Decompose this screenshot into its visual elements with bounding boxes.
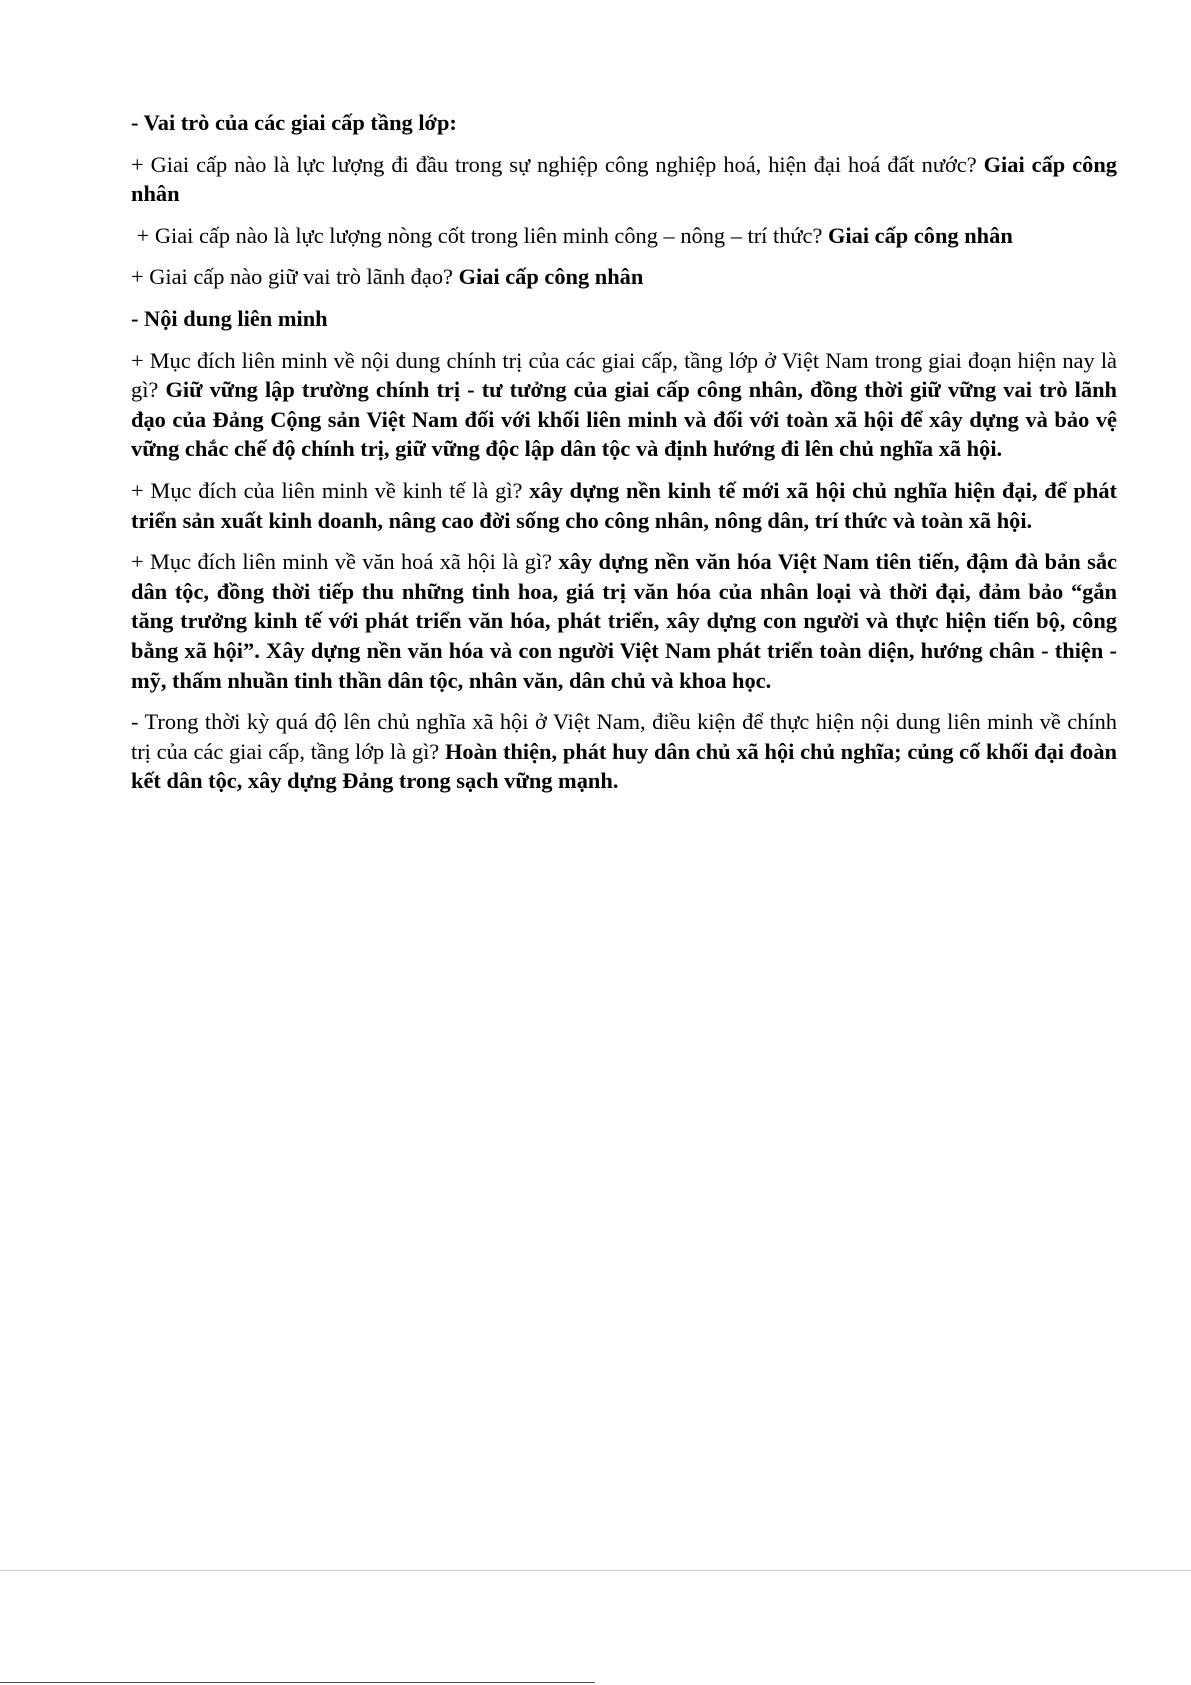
answer-text: Giai cấp công nhân — [458, 264, 644, 290]
answer-text: Hoàn thiện, phát huy dân chủ xã hội chủ nghĩa; củng cố khối đại đoàn kết dân tộc, xây dựng Đảng trong sạch vững mạnh. — [131, 738, 1117, 794]
qa-item — [131, 346, 1117, 464]
section-heading-alliance-content: - Nội dung liên minh — [131, 305, 328, 331]
question-text: + Mục đích liên minh về nội dung chính trị của các giai cấp, tầng lớp ở Việt Nam trong giai đoạn hiện nay là gì? — [131, 347, 1117, 403]
bottom-divider — [0, 1682, 595, 1683]
answer-text: Giữ vững lập trường chính trị - tư tưởng của giai cấp công nhân, đồng thời giữ vững vai trò lãnh đạo của Đảng Cộng sản Việt Nam đối với khối liên minh và đối với toàn xã hội để xây dựng và bảo vệ vững chắc chế độ chính trị, giữ vững độc lập dân tộc và định hướng đi lên chủ nghĩa xã hội. — [131, 377, 1117, 462]
document-body — [131, 108, 1117, 808]
answer-text: Giai cấp công nhân — [131, 151, 1117, 207]
footer-divider — [0, 1570, 1191, 1571]
section-heading-roles: - Vai trò của các giai cấp tầng lớp: — [131, 110, 457, 135]
qa-item — [131, 707, 1117, 796]
qa-item — [131, 150, 1117, 209]
answer-text: xây dựng nền văn hóa Việt Nam tiên tiến, đậm đà bản sắc dân tộc, đồng thời tiếp thu những tinh hoa, giá trị văn hóa của nhân loại và thời đại, đảm bảo “gắn tăng trưởng kinh tế với phát triển văn hóa, phát triển, xây dựng con người và thực hiện tiến bộ, công bằng xã hội”. Xây dựng nền văn hóa và con người Việt Nam phát triển toàn diện, hướng chân - thiện - mỹ, thấm nhuần tinh thần dân tộc, nhân văn, dân chủ và khoa học. — [131, 549, 1117, 693]
question-text: + Giai cấp nào giữ vai trò lãnh đạo? — [131, 264, 459, 290]
answer-text: Giai cấp công nhân — [828, 222, 1013, 248]
answer-text: xây dựng nền kinh tế mới xã hội chủ nghĩa hiện đại, để phát triển sản xuất kinh doanh, nâng cao đời sống cho công nhân, nông dân, trí thức và toàn xã hội. — [131, 477, 1117, 533]
question-text: + Giai cấp nào là lực lượng đi đầu trong sự nghiệp công nghiệp hoá, hiện đại hoá đất nước? — [131, 151, 984, 177]
qa-item — [131, 547, 1117, 695]
qa-item — [131, 221, 1117, 251]
question-text: + Mục đích liên minh về văn hoá xã hội là gì? — [131, 549, 559, 575]
qa-item — [131, 262, 1117, 292]
question-text: + Mục đích của liên minh về kinh tế là gì? — [131, 477, 530, 503]
question-text: + Giai cấp nào là lực lượng nòng cốt trong liên minh công – nông – trí thức? — [131, 222, 829, 248]
question-text: - Trong thời kỳ quá độ lên chủ nghĩa xã hội ở Việt Nam, điều kiện để thực hiện nội dung liên minh về chính trị của các giai cấp, tầng lớp là gì? — [131, 709, 1117, 764]
qa-item — [131, 476, 1117, 535]
